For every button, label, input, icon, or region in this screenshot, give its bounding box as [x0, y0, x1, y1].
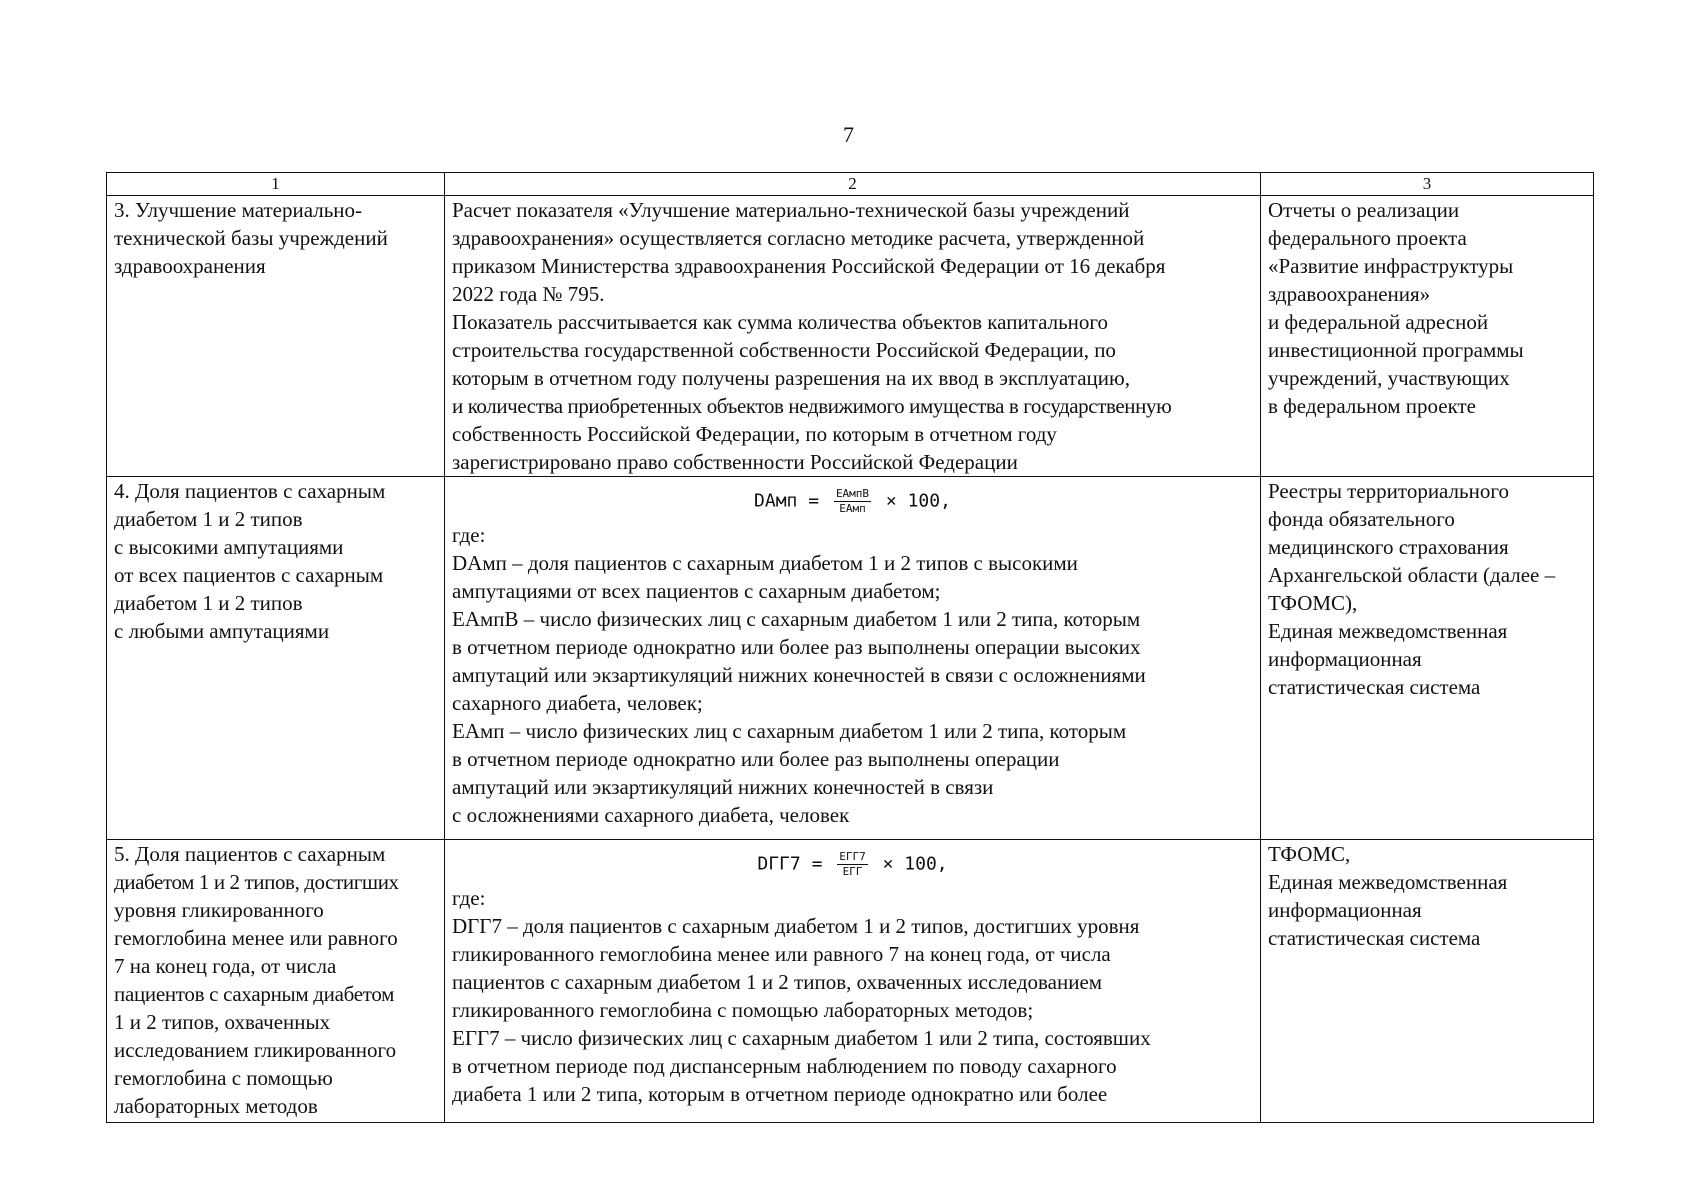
formula-equals: = — [811, 853, 823, 875]
source-line: статистическая система — [1268, 675, 1481, 699]
indicator-name-cell — [107, 840, 445, 1123]
formula-denominator: ЕАмп — [839, 502, 866, 515]
table-row-indicator-5 — [107, 840, 1594, 1123]
formula-fraction — [834, 487, 871, 516]
formula — [452, 840, 1253, 884]
method-line: DГГ7 – доля пациентов с сахарным диабетом 1 и 2 типов, достигших уровня — [452, 914, 1140, 938]
indicator-line: здравоохранения — [114, 254, 266, 278]
indicator-name-cell — [107, 477, 445, 840]
method-line: собственность Российской Федерации, по которым в отчетном году — [452, 422, 1057, 446]
method-line: которым в отчетном году получены разрешения на их ввод в эксплуатацию, — [452, 366, 1130, 390]
table-row-indicator-4 — [107, 477, 1594, 840]
method-line: приказом Министерства здравоохранения Российской Федерации от 16 декабря — [452, 254, 1166, 278]
method-line: в отчетном периоде однократно или более раз выполнены операции — [452, 747, 1060, 771]
method-line: ЕГГ7 – число физических лиц с сахарным диабетом 1 или 2 типа, состоявших — [452, 1026, 1151, 1050]
formula-rhs: × 100, — [882, 853, 948, 875]
source-line: инвестиционной программы — [1268, 338, 1524, 362]
indicator-line: диабетом 1 и 2 типов, достигших — [114, 870, 399, 894]
source-line: Единая межведомственная — [1268, 619, 1508, 643]
method-line: с осложнениями сахарного диабета, человек — [452, 803, 850, 827]
source-line: Архангельской области (далее – — [1268, 563, 1556, 587]
formula-denominator: ЕГГ — [842, 865, 863, 878]
indicator-line: гемоглобина менее или равного — [114, 926, 398, 950]
method-line: гликированного гемоглобина менее или равного 7 на конец года, от числа — [452, 942, 1111, 966]
method-line: гликированного гемоглобина с помощью лабораторных методов; — [452, 998, 1034, 1022]
data-source-cell — [1261, 840, 1594, 1123]
source-line: ТФОМС), — [1268, 591, 1358, 615]
source-line: ТФОМС, — [1268, 842, 1351, 866]
column-header-2: 2 — [445, 173, 1261, 196]
method-line: Расчет показателя «Улучшение материально-технической базы учреждений — [452, 198, 1130, 222]
indicator-line: технической базы учреждений — [114, 226, 388, 250]
method-line: ЕАмпВ – число физических лиц с сахарным диабетом 1 или 2 типа, которым — [452, 607, 1141, 631]
formula-equals: = — [808, 490, 820, 512]
method-line: здравоохранения» осуществляется согласно методике расчета, утвержденной — [452, 226, 1145, 250]
source-line: Отчеты о реализации — [1268, 198, 1460, 222]
method-line: строительства государственной собственности Российской Федерации, по — [452, 338, 1116, 362]
data-source-cell — [1261, 477, 1594, 840]
page-number: 7 — [843, 122, 854, 147]
indicator-line: лабораторных методов — [114, 1094, 318, 1118]
indicator-line: гемоглобина с помощью — [114, 1066, 333, 1090]
indicator-line: исследованием гликированного — [114, 1038, 397, 1062]
indicator-table — [106, 172, 1594, 1123]
formula-numerator: ЕГГ7 — [839, 850, 866, 863]
indicator-line: пациентов с сахарным диабетом — [114, 982, 395, 1006]
table-header-row — [107, 173, 1594, 196]
method-line: зарегистрировано право собственности Российской Федерации — [452, 450, 1018, 474]
indicator-line: 7 на конец года, от числа — [114, 954, 337, 978]
source-line: статистическая система — [1268, 926, 1481, 950]
indicator-name-cell — [107, 196, 445, 477]
method-line: в отчетном периоде под диспансерным наблюдением по поводу сахарного — [452, 1054, 1117, 1078]
source-line: здравоохранения» — [1268, 282, 1431, 306]
method-line: ЕАмп – число физических лиц с сахарным диабетом 1 или 2 типа, которым — [452, 719, 1127, 743]
table-row-indicator-3 — [107, 196, 1594, 477]
source-line: информационная — [1268, 898, 1422, 922]
source-line: Реестры территориального — [1268, 479, 1509, 503]
formula-numerator: ЕАмпВ — [835, 487, 870, 500]
column-header-3: 3 — [1261, 173, 1594, 196]
method-line: где: — [452, 523, 486, 547]
method-line: ампутаций или экзартикуляций нижних конечностей в связи — [452, 775, 994, 799]
indicator-line: диабетом 1 и 2 типов — [114, 507, 303, 531]
method-line: ампутациями от всех пациентов с сахарным диабетом; — [452, 579, 941, 603]
indicator-line: 1 и 2 типов, охваченных — [114, 1010, 331, 1034]
source-line: Единая межведомственная — [1268, 870, 1508, 894]
indicator-line: с любыми ампутациями — [114, 619, 330, 643]
indicator-line: от всех пациентов с сахарным — [114, 563, 384, 587]
indicator-line: диабетом 1 и 2 типов — [114, 591, 303, 615]
indicator-line: с высокими ампутациями — [114, 535, 344, 559]
indicator-line: 5. Доля пациентов с сахарным — [114, 842, 386, 866]
calculation-method-cell — [445, 840, 1261, 1123]
method-line: где: — [452, 886, 486, 910]
source-line: федерального проекта — [1268, 226, 1467, 250]
indicator-line: 3. Улучшение материально- — [114, 198, 363, 222]
indicator-line: уровня гликированного — [114, 898, 324, 922]
source-line: медицинского страхования — [1268, 535, 1509, 559]
method-line: 2022 года № 795. — [452, 282, 605, 306]
method-line: пациентов с сахарным диабетом 1 и 2 типов, охваченных исследованием — [452, 970, 1103, 994]
method-line: диабета 1 или 2 типа, которым в отчетном периоде однократно или более — [452, 1082, 1108, 1106]
data-source-cell — [1261, 196, 1594, 477]
method-line: сахарного диабета, человек; — [452, 691, 703, 715]
method-line: DАмп – доля пациентов с сахарным диабетом 1 и 2 типов с высокими — [452, 551, 1078, 575]
formula-lhs: DГГ7 — [757, 853, 801, 875]
indicator-line: 4. Доля пациентов с сахарным — [114, 479, 386, 503]
formula-rhs: × 100, — [885, 490, 951, 512]
method-line: Показатель рассчитывается как сумма количества объектов капитального — [452, 310, 1109, 334]
source-line: фонда обязательного — [1268, 507, 1455, 531]
column-header-1: 1 — [107, 173, 445, 196]
source-line: в федеральном проекте — [1268, 394, 1477, 418]
calculation-method-cell — [445, 477, 1261, 840]
source-line: учреждений, участвующих — [1268, 366, 1510, 390]
source-line: информационная — [1268, 647, 1422, 671]
calculation-method-cell — [445, 196, 1261, 477]
source-line: «Развитие инфраструктуры — [1268, 254, 1514, 278]
formula-fraction — [837, 850, 868, 879]
method-line: и количества приобретенных объектов недвижимого имущества в государственную — [452, 394, 1172, 418]
source-line: и федеральной адресной — [1268, 310, 1489, 334]
method-line: ампутаций или экзартикуляций нижних конечностей в связи с осложнениями — [452, 663, 1146, 687]
formula — [452, 477, 1253, 521]
method-line: в отчетном периоде однократно или более раз выполнены операции высоких — [452, 635, 1141, 659]
formula-lhs: DАмп — [754, 490, 798, 512]
